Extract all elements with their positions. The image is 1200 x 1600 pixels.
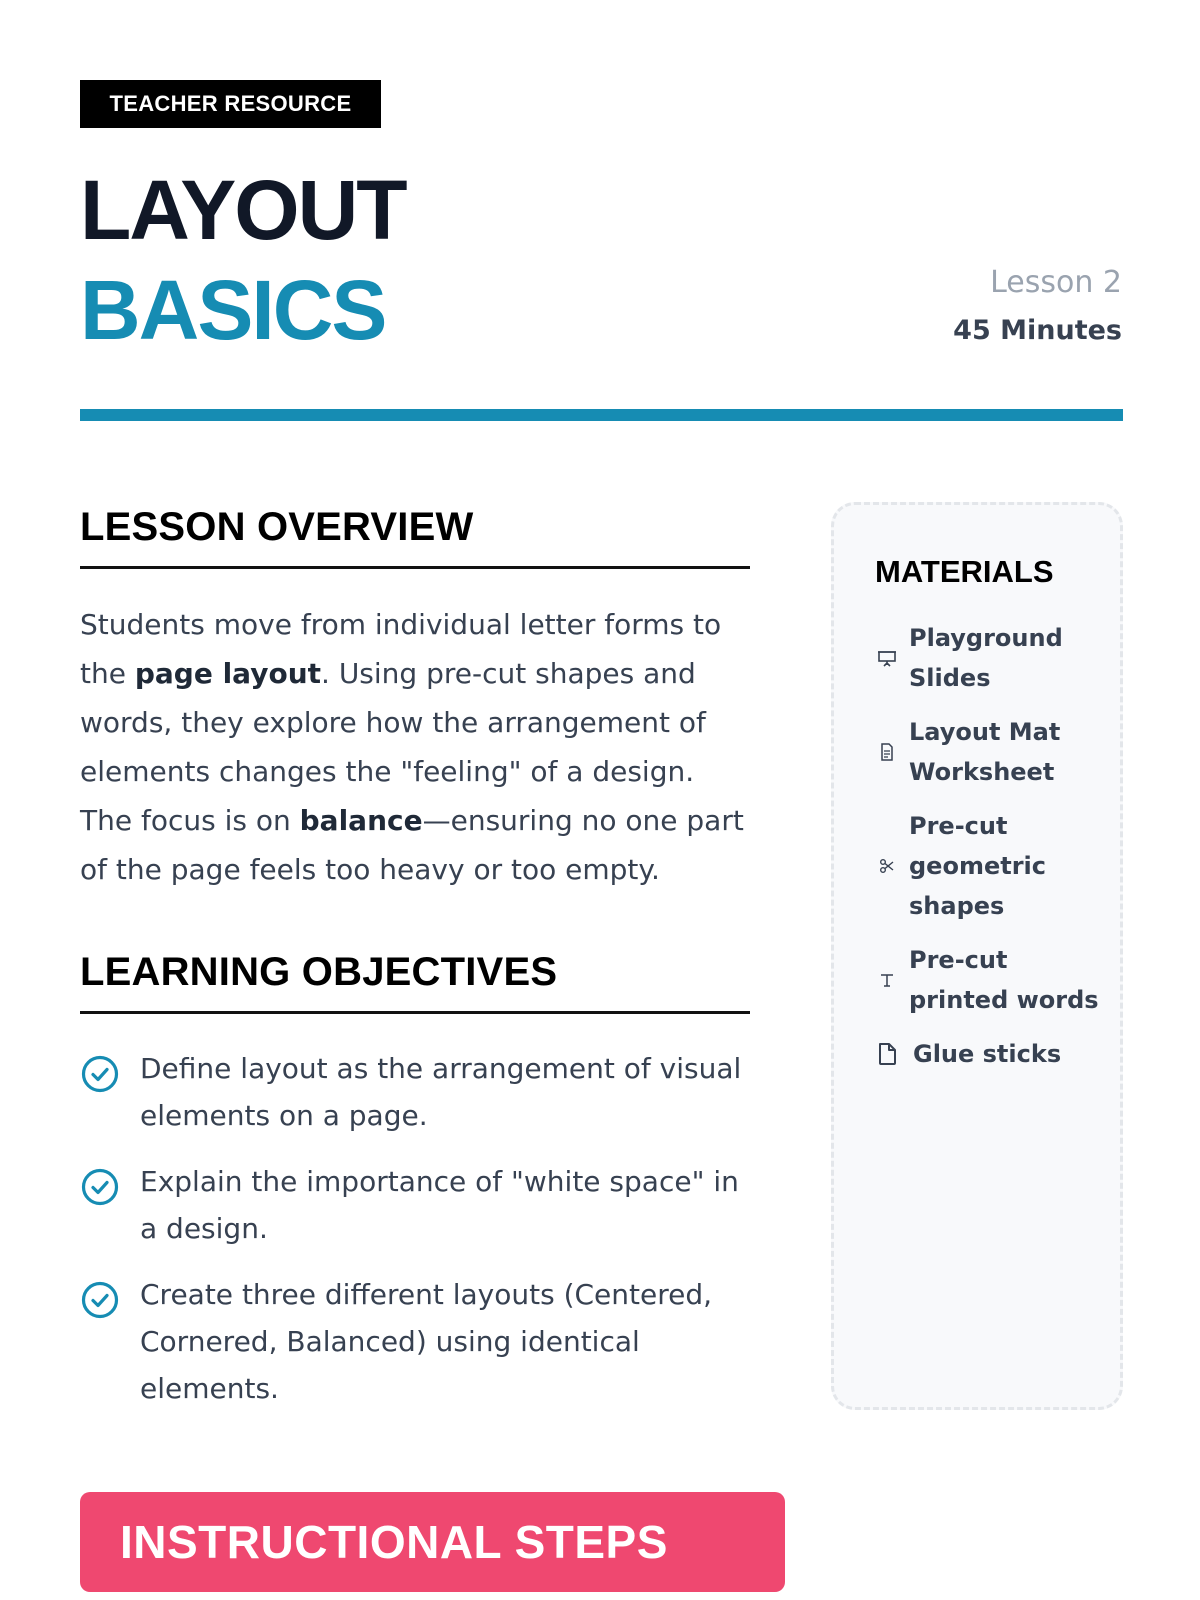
check-circle-icon [80, 1167, 120, 1207]
material-item [875, 1034, 1105, 1074]
objective-item [80, 1271, 760, 1412]
scissors-icon [875, 854, 899, 878]
header-divider [80, 409, 1123, 421]
objectives-heading: LEARNING OBJECTIVES [80, 950, 750, 1014]
document-icon [875, 740, 899, 764]
objective-item [80, 1158, 760, 1252]
material-label: Pre-cut geometric shapes [909, 812, 1046, 920]
presentation-icon [875, 646, 899, 670]
file-icon [875, 1042, 899, 1066]
objective-item [80, 1045, 760, 1139]
material-label: Glue sticks [913, 1040, 1062, 1068]
material-item [875, 618, 1105, 698]
overview-text-segment: . Using pre-cut shapes and words, they explore how the arrangement of elements changes the "feeling" of a design. The focus is on [80, 657, 706, 837]
overview-paragraph [80, 600, 755, 894]
materials-heading: MATERIALS [875, 554, 1054, 589]
check-circle-icon [80, 1280, 120, 1320]
material-item [875, 806, 1105, 926]
page-title-line-2: BASICS [80, 263, 386, 357]
overview-text-segment: Students move from individual letter forms to the [80, 608, 722, 690]
check-circle-icon [80, 1054, 120, 1094]
objective-text: Define layout as the arrangement of visual elements on a page. [140, 1052, 742, 1132]
materials-list [875, 618, 1105, 1088]
objectives-list [80, 1045, 760, 1431]
page-title-line-1: LAYOUT [80, 163, 406, 257]
overview-bold-term: balance [299, 804, 423, 837]
materials-panel [831, 502, 1123, 1410]
objective-text: Explain the importance of "white space" in a design. [140, 1165, 739, 1245]
teacher-resource-tag: TEACHER RESOURCE [80, 80, 381, 128]
lesson-duration: 45 Minutes [953, 315, 1122, 346]
material-label: Layout Mat Worksheet [909, 718, 1061, 786]
instructional-steps-banner: INSTRUCTIONAL STEPS [80, 1492, 785, 1592]
material-label: Pre-cut printed words [909, 946, 1099, 1014]
text-icon [875, 968, 899, 992]
lesson-number: Lesson 2 [990, 265, 1122, 300]
overview-heading: LESSON OVERVIEW [80, 505, 750, 569]
overview-bold-term: page layout [134, 657, 322, 690]
material-item [875, 940, 1105, 1020]
material-label: Playground Slides [909, 624, 1063, 692]
material-item [875, 712, 1105, 792]
overview-text-segment: —ensuring no one part of the page feels too heavy or too empty. [80, 804, 744, 886]
objective-text: Create three different layouts (Centered, Cornered, Balanced) using identical elements. [140, 1278, 713, 1405]
